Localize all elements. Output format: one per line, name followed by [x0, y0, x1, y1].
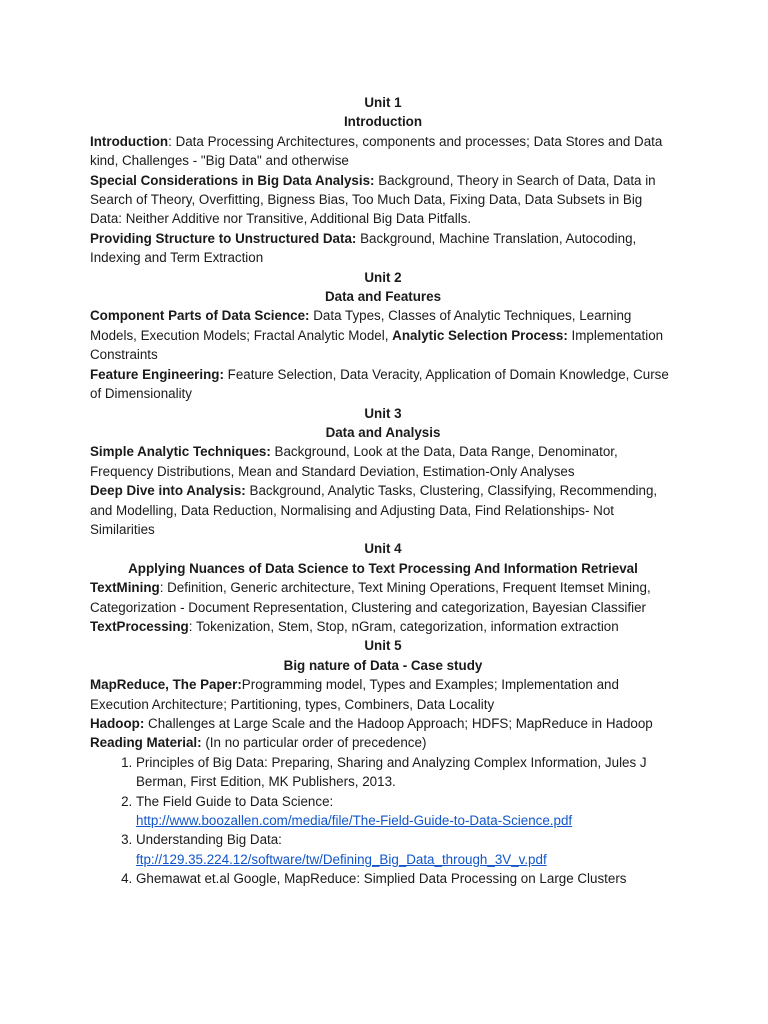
topic-heading: Feature Engineering:	[90, 366, 224, 382]
topic-body: Challenges at Large Scale and the Hadoop Approach; HDFS; MapReduce in Hadoop	[148, 716, 653, 731]
list-item	[136, 792, 676, 831]
reading-item-text: Ghemawat et.al Google, MapReduce: Simplied Data Processing on Large Clusters	[136, 871, 627, 887]
topic-body: Definition, Generic architecture, Text Mining Operations, Frequent Itemset Mining, Categorization - Document Representation, Clustering and categorization, Bayesian Classifier	[90, 580, 651, 615]
topic-heading: Hadoop:	[90, 716, 145, 731]
topic-body: Background, Theory in Search of Data, Data in Search of Theory, Overfitting, Bigness Bias, Too Much Data, Fixing Data, Data Subsets in Big Data: Neither Additive nor Transitive, Additional Big Data Pitfalls.	[90, 172, 656, 227]
topic-heading: Deep Dive into Analysis:	[90, 483, 246, 499]
topic-body: Feature Selection, Data Veracity, Application of Domain Knowledge, Curse of Dimensionality	[90, 366, 669, 402]
topic-heading: TextProcessing	[90, 618, 189, 634]
topic-paragraph	[90, 306, 676, 364]
topic-heading: Component Parts of Data Science:	[90, 308, 310, 324]
topic-heading-secondary: Analytic Selection Process:	[392, 327, 568, 343]
reading-item-text: Understanding Big Data:	[136, 832, 282, 848]
list-item	[136, 830, 676, 869]
topic-paragraph	[90, 481, 676, 539]
unit-4-heading: Unit 4	[364, 541, 402, 557]
topic-paragraph	[90, 171, 676, 229]
topic-body: Background, Analytic Tasks, Clustering, Classifying, Recommending, and Modelling, Data Reduction, Normalising and Adjusting Data, Find Relationships- Not Similarities	[90, 483, 658, 537]
topic-heading: Simple Analytic Techniques:	[90, 444, 271, 460]
unit-1-title: Introduction	[343, 114, 423, 130]
reading-list	[90, 753, 676, 889]
unit-2-heading: Unit 2	[364, 269, 402, 285]
list-item	[136, 869, 676, 888]
list-item	[136, 753, 676, 792]
topic-heading: Special Considerations in Big Data Analysis:	[90, 172, 375, 188]
unit-5-heading: Unit 5	[364, 638, 402, 654]
topic-paragraph	[90, 229, 676, 268]
reading-item-link[interactable]: http://www.boozallen.com/media/file/The-Field-Guide-to-Data-Science.pdf	[136, 813, 573, 829]
topic-heading: MapReduce, The Paper:	[90, 677, 242, 693]
syllabus-document	[90, 93, 676, 889]
topic-body: Background, Look at the Data, Data Range, Denominator, Frequency Distributions, Mean and Standard Deviation, Estimation-Only Analyses	[90, 444, 618, 479]
topic-heading: TextMining	[90, 580, 160, 596]
topic-separator: :	[188, 618, 196, 634]
reading-label: Reading Material:	[90, 735, 202, 751]
topic-heading: Introduction	[90, 133, 169, 149]
topic-paragraph	[90, 675, 676, 714]
topic-paragraph	[90, 714, 676, 733]
topic-paragraph	[90, 365, 676, 404]
reading-item-link[interactable]: ftp://129.35.224.12/software/tw/Defining_Big_Data_through_3V_v.pdf	[136, 851, 547, 867]
topic-body-secondary: Implementation Constraints	[90, 327, 664, 363]
topic-separator: :	[168, 133, 176, 149]
topic-heading: Providing Structure to Unstructured Data:	[90, 230, 357, 246]
unit-5-title: Big nature of Data - Case study	[283, 657, 483, 673]
unit-1-heading: Unit 1	[364, 95, 402, 110]
topic-paragraph	[90, 132, 676, 171]
unit-3-heading: Unit 3	[364, 405, 402, 421]
topic-paragraph	[90, 442, 676, 481]
reading-note: (In no particular order of precedence)	[201, 735, 427, 751]
topic-body: Data Processing Architectures, components and processes; Data Stores and Data kind, Challenges - "Big Data" and otherwise	[90, 133, 663, 169]
topic-body: Programming model, Types and Examples; Implementation and Execution Architecture; Partitioning, types, Combiners, Data Locality	[90, 677, 619, 712]
topic-body: Data Types, Classes of Analytic Techniques, Learning Models, Execution Models; Fractal Analytic Model,	[90, 308, 632, 343]
unit-2-title: Data and Features	[324, 289, 442, 305]
topic-body: Tokenization, Stem, Stop, nGram, categorization, information extraction	[195, 618, 619, 634]
unit-4-title: Applying Nuances of Data Science to Text Processing And Information Retrieval	[128, 560, 638, 576]
topic-body: Background, Machine Translation, Autocoding, Indexing and Term Extraction	[90, 230, 637, 266]
topic-paragraph	[90, 617, 676, 636]
unit-3-title: Data and Analysis	[325, 424, 441, 440]
reading-item-text: Principles of Big Data: Preparing, Sharing and Analyzing Complex Information, Jules J Berman, First Edition, MK Publishers, 2013.	[136, 754, 647, 790]
reading-material-heading	[90, 733, 676, 752]
reading-item-text: The Field Guide to Data Science:	[136, 793, 334, 809]
topic-separator: :	[159, 580, 168, 596]
topic-paragraph	[90, 578, 676, 617]
